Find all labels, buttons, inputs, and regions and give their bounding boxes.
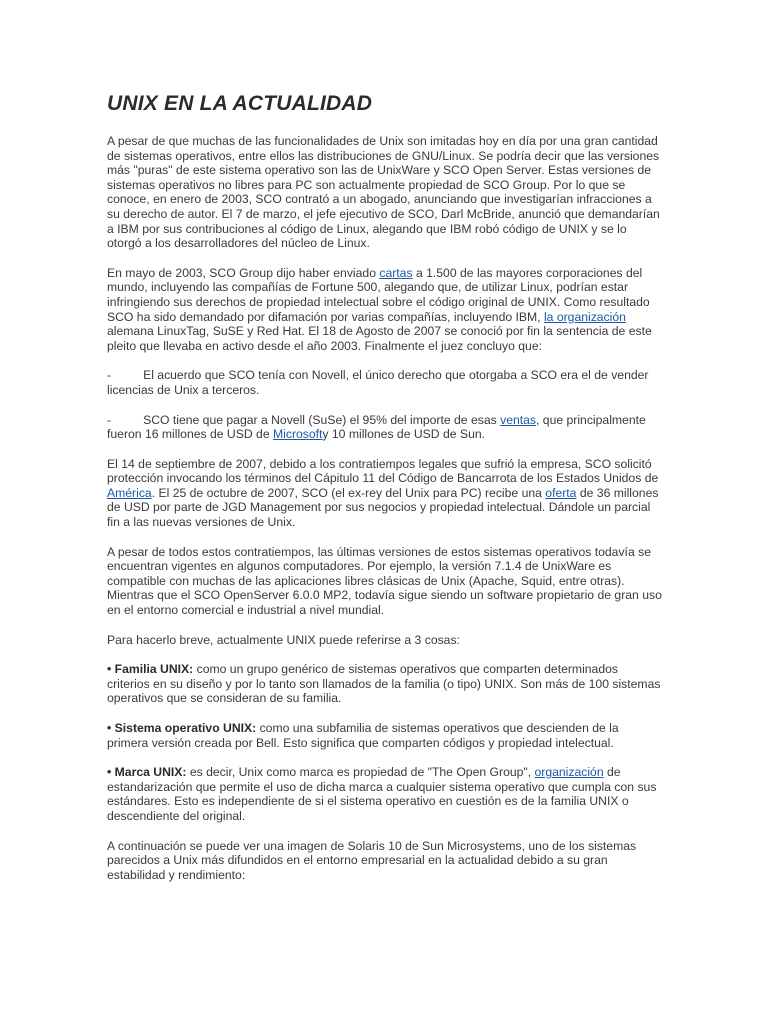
document-page bbox=[107, 92, 662, 897]
paragraph-intro: A pesar de que muchas de las funcionalidades de Unix son imitadas hoy en día por una gran cantidad de sistemas operativos, entre ellos las distribuciones de GNU/Linux. Se podría decir que las versiones más "puras" de este sistema operativo son las de UnixWare y SCO Open Server. Estas versiones de sistemas operativos no libres para PC son actualmente propiedad de SCO Group. Por lo que se conoce, en enero de 2003, SCO contrató a un abogado, anunciando que investigarían infracciones a su derecho de autor. El 7 de marzo, el jefe ejecutivo de SCO, Darl McBride, anunció que demandarían a IBM por sus contribuciones al código de Linux, alegando que IBM robó código de UNIX y se lo otorgó a los desarrolladores del núcleo de Linux. bbox=[107, 134, 660, 251]
text-segment: En mayo de 2003, SCO Group dijo haber enviado bbox=[107, 265, 380, 280]
link-oferta[interactable]: oferta bbox=[545, 485, 577, 500]
paragraph-summary-intro: Para hacerlo breve, actualmente UNIX puede referirse a 3 cosas: bbox=[107, 632, 460, 647]
bullet-novell-payment bbox=[107, 413, 662, 442]
item-familia-unix bbox=[107, 662, 662, 706]
item-text: como una subfamilia de sistemas operativos que descienden de la primera versión creada por Bell. Esto significa que comparten códigos y propiedad intelectual. bbox=[107, 721, 619, 750]
link-america[interactable]: América bbox=[107, 485, 152, 500]
text-segment: y 10 millones de USD de Sun. bbox=[322, 427, 486, 442]
bullet-dash: - bbox=[107, 412, 112, 427]
link-la-organizacion[interactable]: la organización bbox=[543, 309, 626, 324]
item-text: como un grupo genérico de sistemas operativos que comparten determinados criterios en su diseño y por lo tanto son llamados de la familia (o tipo) UNIX. Son más de 100 sistemas operativos que se consideran de su familia. bbox=[107, 662, 661, 706]
item-label: • Familia UNIX: bbox=[107, 662, 194, 677]
item-marca-unix bbox=[107, 765, 662, 823]
text-segment: . El 25 de octubre de 2007, SCO (el ex-rey del Unix para PC) recibe una bbox=[151, 485, 546, 500]
text-segment: de estandarización que permite el uso de dicha marca a cualquier sistema operativo que cumpla con sus estándares. Esto es independiente de si el sistema operativo en cuestión es de la familia UNIX o descendiente del original. bbox=[107, 765, 657, 823]
link-cartas[interactable]: cartas bbox=[379, 265, 413, 280]
bullet-dash: - bbox=[107, 368, 112, 383]
text-segment: a 1.500 de las mayores corporaciones del mundo, incluyendo las compañías de Fortune 500, alegando que, de utilizar Linux, podrían estar infringiendo sus derechos de propiedad intelectual sobre el código original de UNIX. Como resultado SCO ha sido demandado por difamación por varias compañías, incluyendo IBM, bbox=[107, 265, 650, 324]
text-segment: El 14 de septiembre de 2007, debido a los contratiempos legales que sufrió la empresa, SCO solicitó protección invocando los términos del Cápitulo 11 del Código de Bancarrota de los Estados Unidos de bbox=[107, 456, 659, 486]
bullet-novell-agreement bbox=[107, 368, 662, 397]
text-segment: alemana LinuxTag, SuSE y Red Hat. El 18 de Agosto de 2007 se conoció por fin la sentencia de este pleito que llevaba en activo desde el año 2003. Finalmente el juez concluyo que: bbox=[107, 324, 652, 353]
item-sistema-operativo-unix bbox=[107, 721, 662, 750]
item-label: • Sistema operativo UNIX: bbox=[107, 721, 257, 735]
bullet-text: El acuerdo que SCO tenía con Novell, el único derecho que otorgaba a SCO era el de vender licencias de Unix a terceros. bbox=[107, 368, 649, 397]
text-segment: , que principalmente fueron 16 millones de USD de bbox=[107, 412, 646, 442]
paragraph-solaris: A continuación se puede ver una imagen de Solaris 10 de Sun Microsystems, uno de los sistemas parecidos a Unix más difundidos en el entorno empresarial en la actualidad debido a su gran estabilidad y rendimiento: bbox=[107, 838, 637, 882]
page-title: UNIX EN LA ACTUALIDAD bbox=[107, 92, 373, 115]
paragraph-bankruptcy bbox=[107, 457, 662, 530]
paragraph-sco-letters bbox=[107, 266, 662, 354]
link-organizacion[interactable]: organización bbox=[534, 765, 604, 780]
link-microsoft[interactable]: Microsoft bbox=[272, 427, 323, 442]
text-segment: es decir, Unix como marca es propiedad de "The Open Group", bbox=[186, 765, 535, 780]
text-segment: de 36 millones de USD por parte de JGD Management por sus negocios y propiedad intelectual. Dándole un parcial fin a las nuevas versiones de Unix. bbox=[107, 485, 659, 530]
item-label: • Marca UNIX: bbox=[107, 765, 187, 780]
paragraph-current-versions: A pesar de todos estos contratiempos, las últimas versiones de estos sistemas operativos todavía se encuentran vigentes en algunos computadores. Por ejemplo, la versión 7.1.4 de UnixWare es compatible con muchas de las aplicaciones libres clásicas de Unix (Apache, Squid, entre otras). Mientras que el SCO OpenServer 6.0.0 MP2, todavía sigue siendo un software propietario de gran uso en el entorno comercial e industrial a nivel mundial. bbox=[107, 544, 662, 618]
link-ventas[interactable]: ventas bbox=[500, 412, 537, 427]
text-segment: SCO tiene que pagar a Novell (SuSe) el 95% del importe de esas bbox=[143, 412, 501, 427]
